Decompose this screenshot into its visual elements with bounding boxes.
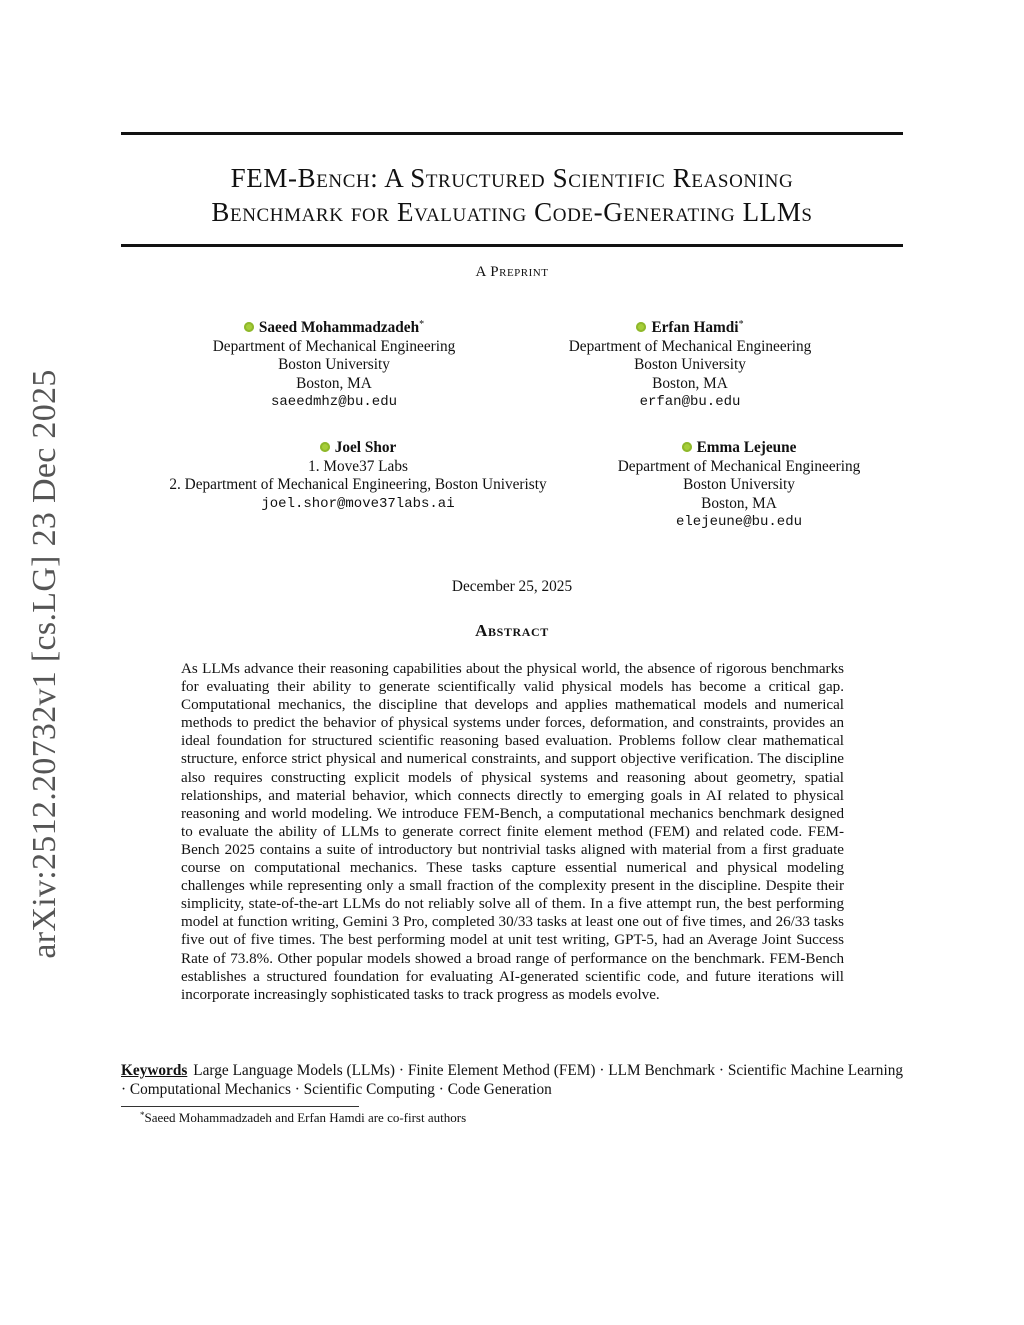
author-affiliation: Department of Mechanical Engineering	[212, 337, 456, 355]
author-email[interactable]: elejeune@bu.edu	[675, 514, 803, 530]
keywords-list: Large Language Models (LLMs) · Finite Element Method (FEM) · LLM Benchmark · Scientific Machine Learning · Computational Mechanics · Scientific Computing · Code Generation	[121, 1062, 903, 1098]
arxiv-side-stamp: arXiv:2512.20732v1 [cs.LG] 23 Dec 2025	[26, 369, 63, 959]
paper-title-line-1: FEM-Bench: A Structured Scientific Reasoning	[230, 163, 794, 193]
keywords-section	[121, 1062, 903, 1099]
footnote-rule	[121, 1106, 359, 1107]
author-email[interactable]: joel.shor@move37labs.ai	[261, 495, 455, 512]
title-top-rule	[121, 132, 903, 135]
author-affiliation: Boston University	[634, 356, 746, 373]
keywords-label: Keywords	[121, 1062, 188, 1079]
author-affiliation: Department of Mechanical Engineering	[617, 457, 861, 475]
author-affiliation: Boston, MA	[652, 374, 728, 392]
paper-title-line-2: Benchmark for Evaluating Code-Generating LLMs	[211, 197, 813, 227]
orcid-icon[interactable]	[636, 322, 646, 332]
author-name: Joel Shor	[334, 439, 397, 456]
author-block-shor	[140, 439, 576, 513]
author-affiliation: Boston, MA	[296, 374, 372, 392]
author-email[interactable]: saeedmhz@bu.edu	[270, 394, 398, 410]
author-affiliation: Boston, MA	[701, 494, 777, 512]
author-footnote-mark: *	[738, 319, 744, 330]
publication-date: December 25, 2025	[451, 578, 573, 595]
footnote-mark: *	[140, 1110, 145, 1120]
orcid-icon[interactable]	[320, 442, 330, 452]
author-footnote-mark: *	[419, 319, 425, 330]
author-affiliation: Department of Mechanical Engineering	[568, 337, 812, 355]
author-block-mohammadzadeh	[204, 319, 464, 412]
author-affiliation: Boston University	[683, 476, 795, 493]
author-name: Saeed Mohammadzadeh	[258, 319, 420, 336]
author-affiliation: 2. Department of Mechanical Engineering, Boston Univeristy	[169, 476, 547, 493]
footnote-text: Saeed Mohammadzadeh and Erfan Hamdi are co-first authors	[144, 1110, 467, 1125]
title-bottom-rule	[121, 244, 903, 247]
preprint-label: A Preprint	[475, 264, 549, 280]
author-name: Erfan Hamdi	[651, 319, 739, 336]
author-block-lejeune	[609, 439, 869, 532]
abstract-text: As LLMs advance their reasoning capabilities about the physical world, the absence of rigorous benchmarks for evaluating their ability to generate scientifically valid physical models has become a critical gap. Computational mechanics, the discipline that develops and applies mathematical models and numerical methods to predict the behavior of physical systems under forces, deformation, and constraints, provides an ideal foundation for structured scientific reasoning based evaluation. Problems follow clear mathematical structure, enforce strict physical and numerical constraints, and support objective verification. The discipline also requires constructing explicit models of physical systems and reasoning about geometry, spatial relationships, and material behavior, which connects directly to emerging goals in AI related to physical reasoning and world modeling. We introduce FEM-Bench, a computational mechanics benchmark designed to evaluate the ability of LLMs to generate correct finite element method (FEM) and related code. FEM-Bench 2025 contains a suite of introductory but nontrivial tasks aligned with material from a first graduate course on computational mechanics. These tasks capture essential numerical and physical modeling challenges while representing only a small fraction of the complexity present in the discipline. Despite their simplicity, state-of-the-art LLMs do not reliably solve all of them. In a five attempt run, the best performing model at function writing, Gemini 3 Pro, completed 30/33 tasks at least one out of five times, and 26/33 tasks five out of five times. The best performing model at unit test writing, GPT-5, had an Average Joint Success Rate of 73.8%. Other popular models showed a broad range of performance on the benchmark. FEM-Bench establishes a structured foundation for evaluating AI-generated scientific code, and future iterations will incorporate increasingly sophisticated tasks to track progress as models evolve.	[181, 661, 844, 1003]
orcid-icon[interactable]	[244, 322, 254, 332]
author-affiliation: Boston University	[278, 356, 390, 373]
orcid-icon[interactable]	[682, 442, 692, 452]
abstract-heading: Abstract	[475, 621, 549, 640]
footnote	[140, 1110, 466, 1126]
author-affiliation: 1. Move37 Labs	[308, 457, 408, 475]
author-block-hamdi	[560, 319, 820, 412]
author-name: Emma Lejeune	[696, 439, 797, 456]
author-email[interactable]: erfan@bu.edu	[639, 394, 741, 410]
